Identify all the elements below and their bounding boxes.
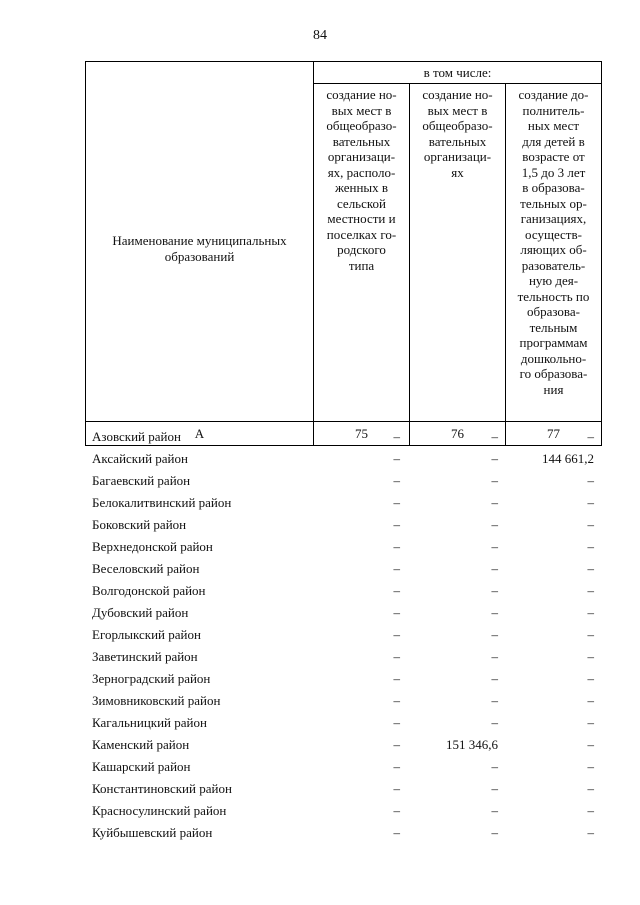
row-name: Волгодонской район: [92, 583, 206, 598]
row-value-77: –: [587, 473, 594, 488]
row-value-75: –: [393, 451, 400, 466]
name-column-header-text: Наименование муниципальных образований: [112, 233, 287, 264]
row-value-77: –: [587, 781, 594, 796]
row-value-77: –: [587, 649, 594, 664]
row-value-77: –: [587, 803, 594, 818]
row-value-77: –: [587, 759, 594, 774]
row-value-76: –: [491, 583, 498, 598]
row-value-75: –: [393, 473, 400, 488]
column-header-75: создание но- вых мест в общеобразо- вательных организаци- ях, располо- женных в сельской местности и поселках го- родского типа: [314, 84, 410, 422]
row-name: Веселовский район: [92, 561, 200, 576]
table-row: [85, 799, 601, 821]
row-value-77: –: [587, 627, 594, 642]
column-code-name: А: [86, 422, 314, 446]
table-row: [85, 645, 601, 667]
row-name: Константиновский район: [92, 781, 232, 796]
row-value-75: –: [393, 605, 400, 620]
row-name: Зимовниковский район: [92, 693, 221, 708]
column-header-77: создание до- полнитель- ных мест для детей в возрасте от 1,5 до 3 лет в образова- тельных ор- ганизациях, осуществ- ляющих об- разователь- ную дея- тельность по образова- тельным программам дошкольно- го образова- ния: [506, 84, 602, 422]
row-value-75: –: [393, 429, 400, 444]
table-row: [85, 469, 601, 491]
table-row: [85, 425, 601, 447]
row-name: Заветинский район: [92, 649, 198, 664]
row-value-76: –: [491, 473, 498, 488]
row-value-75: –: [393, 825, 400, 840]
row-name: Белокалитвинский район: [92, 495, 232, 510]
row-name: Каменский район: [92, 737, 190, 752]
row-value-75: –: [393, 781, 400, 796]
table-body: [85, 425, 601, 843]
row-value-77: –: [587, 737, 594, 752]
row-value-76: –: [491, 671, 498, 686]
column-header-76: создание но- вых мест в общеобразо- вательных организаци- ях: [410, 84, 506, 422]
row-value-76: –: [491, 803, 498, 818]
row-value-77: –: [587, 495, 594, 510]
row-name: Боковский район: [92, 517, 187, 532]
table-row: [85, 601, 601, 623]
row-value-77: –: [587, 693, 594, 708]
table-row: [85, 667, 601, 689]
including-header: в том числе:: [314, 62, 602, 84]
table-row: [85, 491, 601, 513]
row-value-76: –: [491, 561, 498, 576]
row-value-77: –: [587, 605, 594, 620]
row-value-77: –: [587, 715, 594, 730]
row-value-77: –: [587, 825, 594, 840]
row-value-76: –: [491, 451, 498, 466]
table-row: [85, 755, 601, 777]
row-value-75: –: [393, 737, 400, 752]
row-value-76: –: [491, 759, 498, 774]
row-value-75: –: [393, 517, 400, 532]
row-name: Кагальницкий район: [92, 715, 207, 730]
row-value-76: –: [491, 649, 498, 664]
row-value-75: –: [393, 539, 400, 554]
table-row: [85, 579, 601, 601]
table-row: [85, 777, 601, 799]
row-value-75: –: [393, 693, 400, 708]
row-value-77: –: [587, 429, 594, 444]
row-name: Азовский район: [92, 429, 181, 444]
table-row: [85, 711, 601, 733]
row-value-77: 144 661,2: [542, 451, 594, 466]
row-value-76: –: [491, 605, 498, 620]
table-row: [85, 513, 601, 535]
row-value-76: –: [491, 495, 498, 510]
row-name: Кашарский район: [92, 759, 191, 774]
table-row: [85, 557, 601, 579]
row-value-77: –: [587, 671, 594, 686]
row-name: Багаевский район: [92, 473, 191, 488]
table-row: [85, 447, 601, 469]
table-row: [85, 689, 601, 711]
row-name: Куйбышевский район: [92, 825, 213, 840]
row-value-75: –: [393, 495, 400, 510]
table-row: [85, 535, 601, 557]
row-value-76: –: [491, 825, 498, 840]
page-number: 84: [313, 28, 327, 43]
row-value-76: –: [491, 715, 498, 730]
row-value-76: –: [491, 429, 498, 444]
row-value-76: –: [491, 539, 498, 554]
column-code-77: 77: [506, 422, 602, 446]
row-value-76: 151 346,6: [446, 737, 498, 752]
row-name: Верхнедонской район: [92, 539, 213, 554]
row-value-76: –: [491, 693, 498, 708]
row-value-75: –: [393, 715, 400, 730]
row-name: Красносулинский район: [92, 803, 227, 818]
row-value-77: –: [587, 583, 594, 598]
row-value-75: –: [393, 649, 400, 664]
table-row: [85, 623, 601, 645]
table-row: [85, 733, 601, 755]
row-value-77: –: [587, 517, 594, 532]
row-value-76: –: [491, 627, 498, 642]
name-column-header: [86, 62, 314, 422]
row-name: Дубовский район: [92, 605, 189, 620]
row-value-75: –: [393, 583, 400, 598]
table-header: [85, 61, 602, 446]
table-row: [85, 821, 601, 843]
row-value-75: –: [393, 561, 400, 576]
row-name: Егорлыкский район: [92, 627, 201, 642]
row-value-77: –: [587, 561, 594, 576]
row-value-75: –: [393, 671, 400, 686]
column-code-75: 75: [314, 422, 410, 446]
row-name: Аксайский район: [92, 451, 188, 466]
row-value-75: –: [393, 627, 400, 642]
row-name: Зерноградский район: [92, 671, 211, 686]
row-value-75: –: [393, 803, 400, 818]
column-code-76: 76: [410, 422, 506, 446]
row-value-76: –: [491, 517, 498, 532]
row-value-77: –: [587, 539, 594, 554]
row-value-75: –: [393, 759, 400, 774]
row-value-76: –: [491, 781, 498, 796]
